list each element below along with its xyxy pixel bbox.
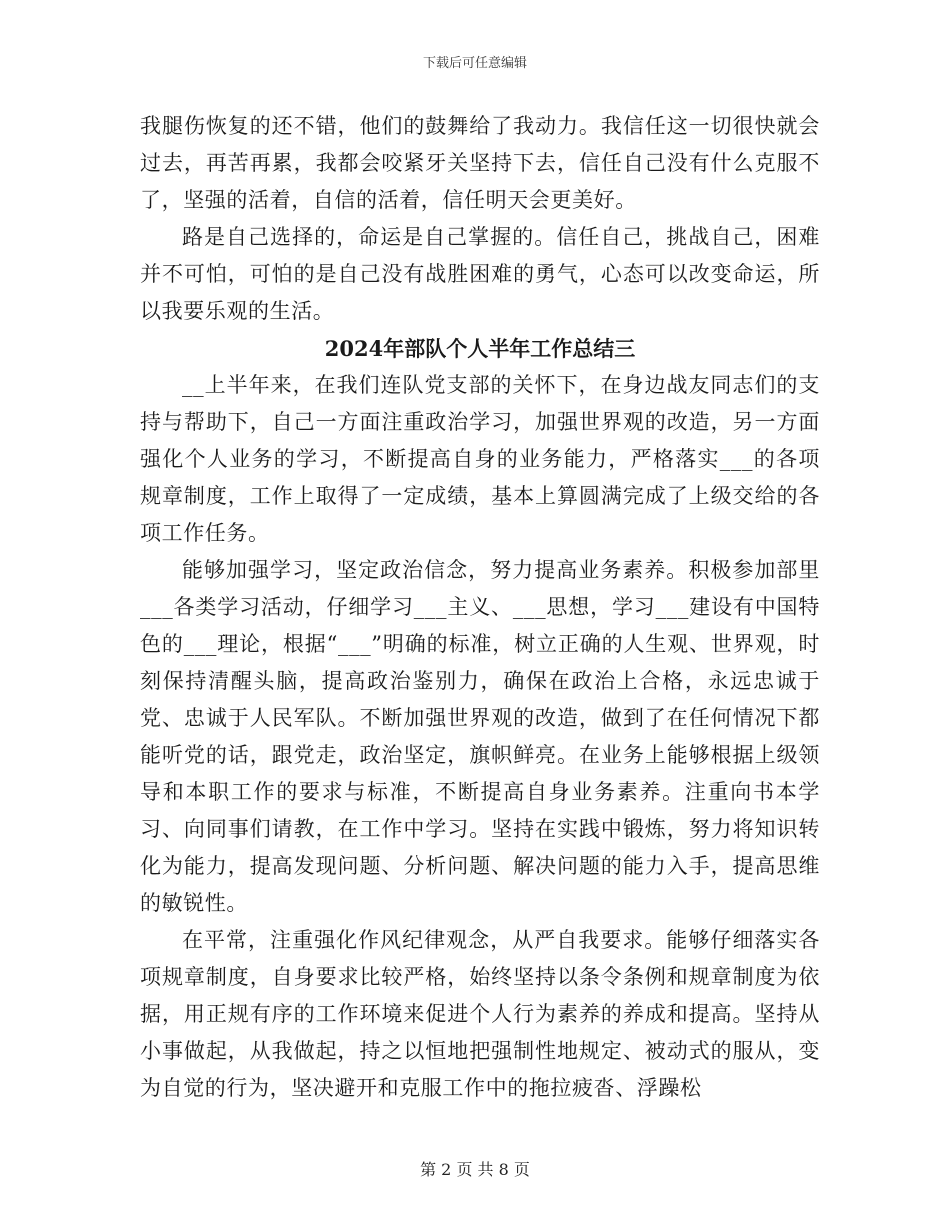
page-footer: 第 2 页 共 8 页 (420, 1160, 530, 1179)
document-body (140, 108, 820, 1107)
paragraph-4: 能够加强学习，坚定政治信念，努力提高业务素养。积极参加部里___各类学习活动，仔细学习___主义、___思想，学习___建设有中国特色的___理论，根据“___”明确的标准，树立正确的人生观、世界观，时刻保持清醒头脑，提高政治鉴别力，确保在政治上合格，永远忠诚于党、忠诚于人民军队。不断加强世界观的改造，做到了在任何情况下都能听党的话，跟党走，政治坚定，旗帜鲜亮。在业务上能够根据上级领导和本职工作的要求与标准，不断提高自身业务素养。注重向书本学习、向同事们请教，在工作中学习。坚持在实践中锻炼，努力将知识转化为能力，提高发现问题、分析问题、解决问题的能力入手，提高思维的敏锐性。 (140, 558, 820, 915)
header-note: 下载后可任意编辑 (422, 56, 527, 71)
paragraph-5: 在平常，注重强化作风纪律观念，从严自我要求。能够仔细落实各项规章制度，自身要求比较严格，始终坚持以条令条例和规章制度为依据，用正规有序的工作环境来促进个人行为素养的养成和提高。坚持从小事做起，从我做起，持之以恒地把强制性地规定、被动式的服从，变为自觉的行为，坚决避开和克服工作中的拖拉疲沓、浮躁松 (140, 928, 820, 1100)
paragraph-2: 路是自己选择的，命运是自己掌握的。信任自己，挑战自己，困难并不可怕，可怕的是自己没有战胜困难的勇气，心态可以改变命运，所以我要乐观的生活。 (140, 225, 820, 323)
section-heading: 2024年部队个人半年工作总结三 (324, 336, 636, 361)
paragraph-3: __上半年来，在我们连队党支部的关怀下，在身边战友同志们的支持与帮助下，自己一方面注重政治学习，加强世界观的改造，另一方面强化个人业务的学习，不断提高自身的业务能力，严格落实___的各项规章制度，工作上取得了一定成绩，基本上算圆满完成了上级交给的各项工作任务。 (140, 373, 820, 545)
paragraph-1: 我腿伤恢复的还不错，他们的鼓舞给了我动力。我信任这一切很快就会过去，再苦再累，我都会咬紧牙关坚持下去，信任自己没有什么克服不了，坚强的活着，自信的活着，信任明天会更美好。 (140, 114, 820, 212)
